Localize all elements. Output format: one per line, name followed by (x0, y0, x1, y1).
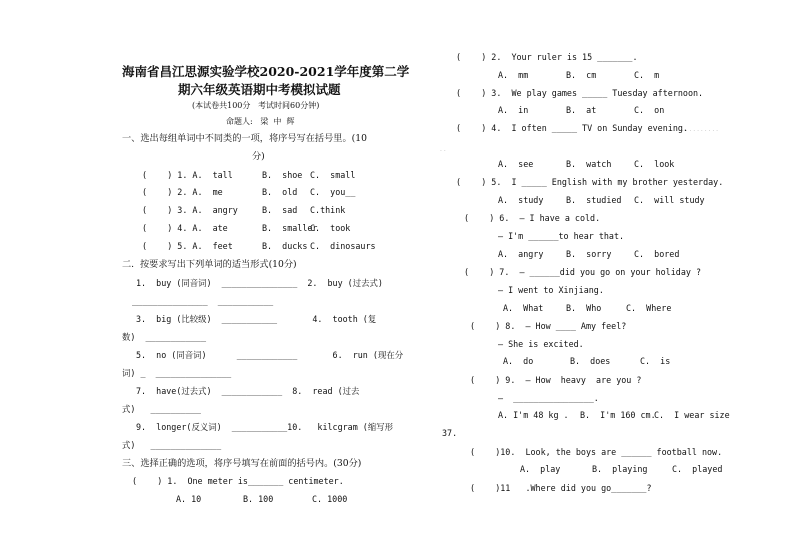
s1-q3-c: C.think (310, 205, 346, 215)
exam-title-line1: 海南省昌江思源实验学校2020-2021学年度第二学 (122, 64, 410, 79)
s2-line4: 数) ____________ (122, 332, 207, 342)
s1-q5-b: B. ducks (262, 241, 308, 251)
s2-line5: 5. no (同音词) ____________ 6. run (现在分 (136, 350, 404, 360)
exam-author: 命题人: 梁 中 辉 (226, 117, 295, 126)
q3: ( ) 3. We play games _____ Tuesday afternoon. (456, 88, 704, 98)
q10-opt-b: B. playing (592, 464, 648, 474)
q10-opt-a: A. play (520, 464, 561, 474)
section1-heading: 一、选出每组单词中不同类的一项，将序号写在括号里。(10 (122, 133, 367, 144)
s2-line10: 式) ______________ (122, 440, 222, 450)
q9-line2: — ________________. (498, 393, 599, 403)
s3-q1-opt-a: A. 10 (176, 494, 202, 504)
s1-q2-a: ( ) 2. A. me (142, 187, 223, 197)
s1-q2-b: B. old (262, 187, 298, 197)
q8-opt-c: C. is (640, 356, 671, 366)
s1-q4-b: B. smaller (262, 223, 318, 233)
q6-line2: — I'm ______to hear that. (498, 231, 625, 241)
q9-opt-a: A. I'm 48 kg . (498, 410, 569, 420)
q4-opt-b: B. watch (566, 159, 612, 169)
s2-line9: 9. longer(反义词) ___________10. kilcgram (缩写形 (136, 422, 393, 432)
q2: ( ) 2. Your ruler is 15 _______. (456, 52, 638, 62)
s1-q2-c: C. you__ (310, 187, 356, 197)
s1-q3-a: ( ) 3. A. angry (142, 205, 238, 215)
q8: ( ) 8. — How ____ Amy feel? (470, 321, 627, 331)
s1-q4-a: ( ) 4. A. ate (142, 223, 228, 233)
q7-opt-a: A. What (503, 303, 544, 313)
q6-opt-c: C. bored (634, 249, 680, 259)
q5-opt-c: C. will study (634, 195, 705, 205)
q7: ( ) 7. — ______did you go on your holiday ? (464, 267, 701, 277)
faint-dots: . . (440, 146, 446, 153)
q2-opt-b: B. cm (566, 70, 597, 80)
exam-info: (本试卷共100分 考试时间60分钟) (192, 101, 320, 110)
q9-wrap: 37. (442, 428, 458, 438)
s1-q1-b: B. shoe (262, 170, 303, 180)
s2-line6: 词) _ _______________ (122, 368, 232, 378)
s3-q1-opt-b: B. 100 (243, 494, 274, 504)
section2-heading: 二. 按要求写出下列单词的适当形式(10分) (122, 259, 297, 270)
q4-opt-a: A. see (498, 159, 534, 169)
s3-q1: ( ) 1. One meter is_______ centimeter. (132, 476, 344, 486)
s1-q4-c: C. took (310, 223, 351, 233)
q6: ( ) 6. — I have a cold. (464, 213, 601, 223)
q7-opt-c: C. Where (626, 303, 672, 313)
s1-q3-b: B. sad (262, 205, 298, 215)
q10-opt-c: C. played (672, 464, 723, 474)
s3-q1-opt-c: C. 1000 (312, 494, 348, 504)
s1-q5-c: C. dinosaurs (310, 241, 376, 251)
s1-q1-c: C. small (310, 170, 356, 180)
q3-opt-b: B. at (566, 105, 597, 115)
q11: ( )11 .Where did you go_______? (470, 483, 652, 493)
s1-q1-a: ( ) 1. A. tall (142, 170, 233, 180)
q5-opt-b: B. studied (566, 195, 622, 205)
q9-opt-c: C. I wear size (654, 410, 730, 420)
q8-opt-a: A. do (503, 356, 534, 366)
q8-opt-b: B. does (570, 356, 611, 366)
q6-opt-b: B. sorry (566, 249, 612, 259)
s2-line2: _______________ ___________ (132, 296, 274, 306)
q9-opt-b: B. I'm 160 cm. (580, 410, 656, 420)
q7-opt-b: B. Who (566, 303, 602, 313)
q3-opt-c: C. on (634, 105, 665, 115)
s2-line8: 式) __________ (122, 404, 201, 414)
q7-line2: — I went to Xinjiang. (498, 285, 604, 295)
q5-opt-a: A. study (498, 195, 544, 205)
q3-opt-a: A. in (498, 105, 529, 115)
q4: ( ) 4. I often _____ TV on Sunday evening. (456, 123, 688, 133)
exam-title-line2: 期六年级英语期中考模拟试题 (178, 82, 341, 97)
q5: ( ) 5. I _____ English with my brother yesterday. (456, 177, 724, 187)
s1-q5-a: ( ) 5. A. feet (142, 241, 233, 251)
q9: ( ) 9. — How heavy are you ? (470, 375, 642, 385)
section1-heading-cont: 分) (252, 151, 265, 162)
faint-dots: . . . . . . . . . . . (678, 126, 719, 133)
s2-line7: 7. have(过去式) ____________ 8. read (过去 (136, 386, 360, 396)
q10: ( )10. Look, the boys are ______ football now. (470, 447, 723, 457)
q8-line2: — She is excited. (498, 339, 584, 349)
s2-line3: 3. big (比较级) ___________ 4. tooth (复 (136, 314, 377, 324)
q2-opt-a: A. mm (498, 70, 529, 80)
s2-line1: 1. buy (同音词) _______________ 2. buy (过去式) (136, 278, 383, 288)
section3-heading: 三、选择正确的选项，将序号填写在前面的括号内。(30分) (122, 458, 362, 469)
q6-opt-a: A. angry (498, 249, 544, 259)
q4-opt-c: C. look (634, 159, 675, 169)
q2-opt-c: C. m (634, 70, 660, 80)
